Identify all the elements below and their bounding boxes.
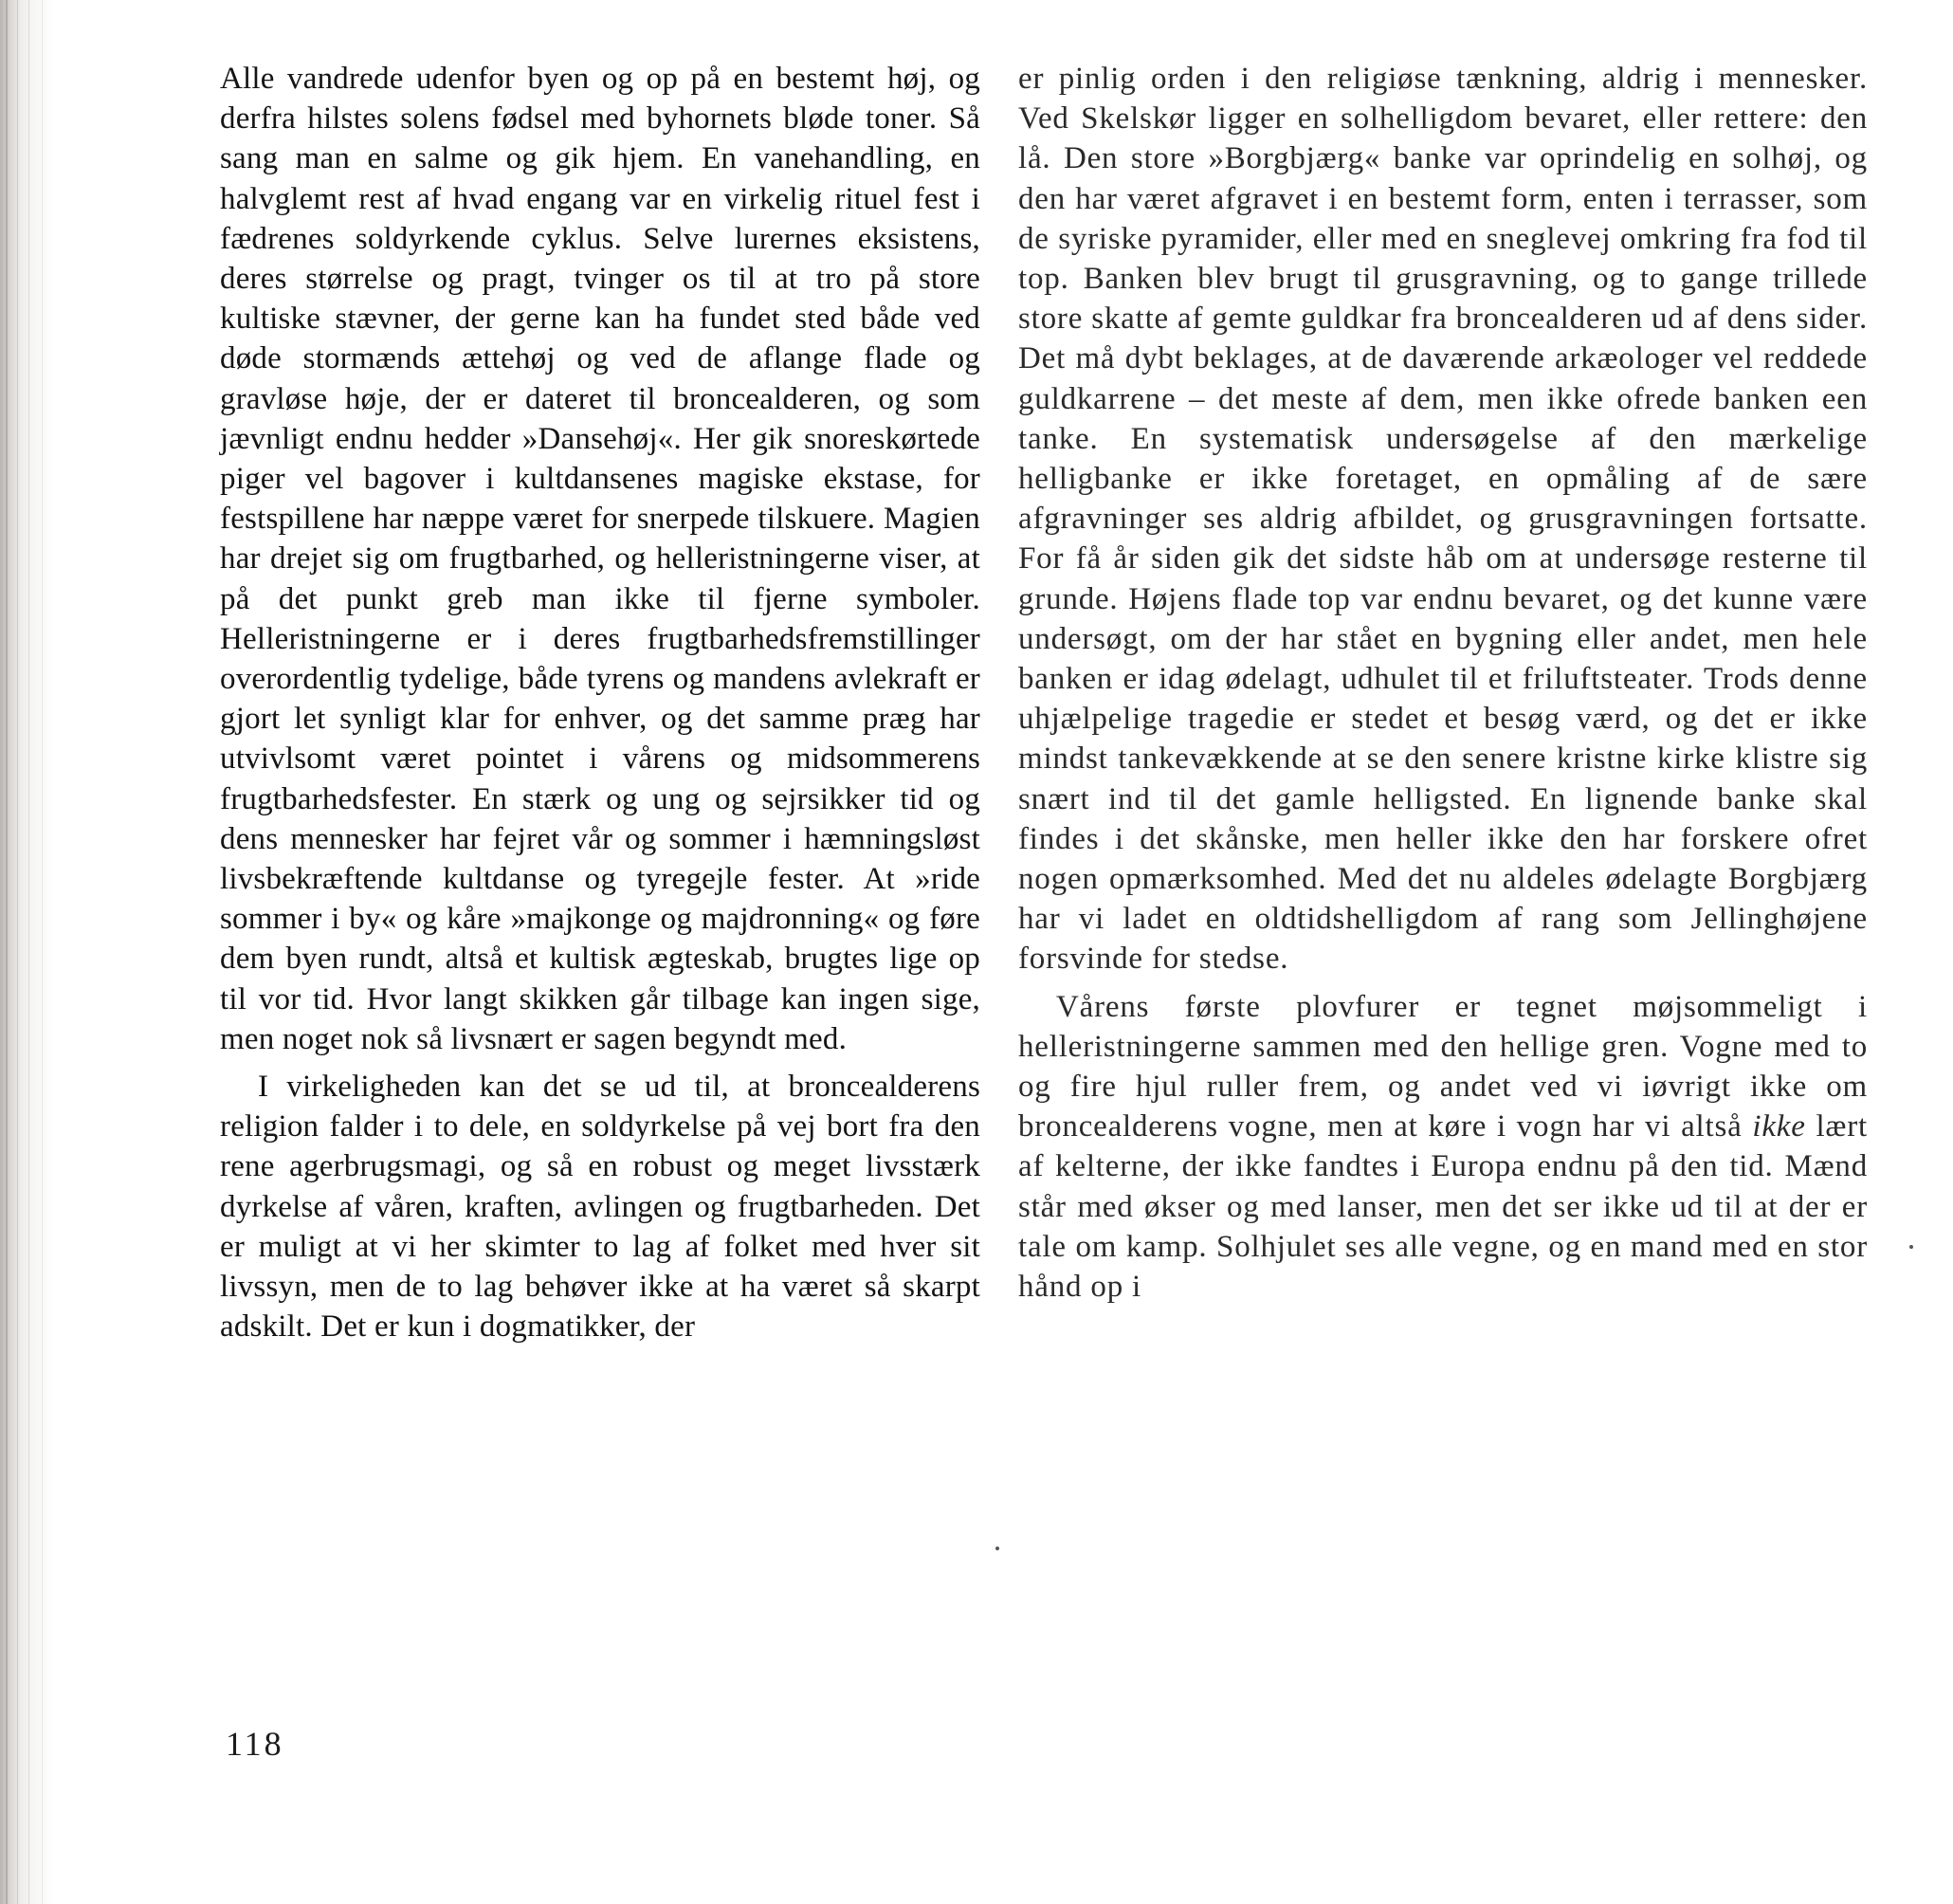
paragraph: I virkeligheden kan det se ud til, at broncealderens religion falder i to dele, en soldyrkelse på vej bort fra den rene agerbrugsmagi, og så en robust og meget livsstærk dyrkelse af våren, kraften, avlingen og frugtbarheden. Det er muligt at vi her skimter to lag af folket med hver sit livssyn, men de to lag behøver ikke at ha været så skarpt adskilt. Det er kun i dogmatikker, der xyxy=(220,1070,980,1345)
print-speck xyxy=(995,1547,999,1550)
page-edge-line xyxy=(42,0,43,1904)
right-text-column xyxy=(1018,59,1868,1307)
page-gutter xyxy=(0,0,55,1904)
paragraph-text: Vårens første plovfurer er tegnet møjsommeligt i helleristningerne sammen med den hellige gren. Vogne med to og fire hjul ruller frem, og andet ved vi iøvrigt ikke om broncealderens vogne, men at køre i vogn har vi altså xyxy=(1018,989,1868,1144)
paragraph: er pinlig orden i den religiøse tænkning, aldrig i mennesker. Ved Skelskør ligger en solhelligdom bevaret, eller rettere: den lå. Den store »Borgbjærg« banke var oprindelig en solhøj, og den har været afgravet i en bestemt form, enten i terrasser, som de syriske pyramider, eller med en sneglevej omkring fra fod til top. Banken blev brugt til grusgravning, og to gange trillede store skatte af gemte guldkar fra broncealderen ud af dens sider. Det må dybt beklages, at de daværende arkæologer vel reddede guldkarrene – det meste af dem, men ikke ofrede banken een tanke. En systematisk undersøgelse af den mærkelige helligbanke er ikke foretaget, en opmåling af de sære afgravninger ses aldrig afbildet, og grusgravningen fortsatte. For få år siden gik det sidste håb om at undersøge resterne til grunde. Højens flade top var endnu bevaret, og det kunne være undersøgt, om der har stået en bygning eller andet, men hele banken er idag ødelagt, udhulet til et friluftsteater. Trods denne uhjælpelige tragedie er stedet et besøg værd, og det er ikke mindst tankevækkende at se den senere kristne kirke klistre sig snært ind til det gamle helligsted. En lignende banke skal findes i det skånske, men heller ikke den har forskere ofret nogen opmærksomhed. Med det nu aldeles ødelagte Borgbjærg har vi ladet en oldtidshelligdom af rang som Jellinghøjene forsvinde for stedse. xyxy=(1018,62,1868,977)
paragraph: Alle vandrede udenfor byen og op på en bestemt høj, og derfra hilstes solens fødsel med byhornets bløde toner. Så sang man en salme og gik hjem. En vanehandling, en halvglemt rest af hvad engang var en virkelig rituel fest i fædrenes soldyrkende cyklus. Selve lurernes eksistens, deres størrelse og pragt, tvinger os til at tro på store kultiske stævner, der gerne kan ha fundet sted både ved døde stormænds ættehøj og ved de aflange flade og gravløse høje, der er dateret til broncealderen, og som jævnligt endnu hedder »Dansehøj«. Her gik snoreskørtede piger vel bagover i kultdansenes magiske ekstase, for festspillene har næppe været for snerpede tilskuere. Magien har drejet sig om frugtbarhed, og helleristningerne viser, at på det punkt greb man ikke til fjerne symboler. Helleristningerne er i deres frugtbarhedsfremstillinger overordentlig tydelige, både tyrens og mandens avlekraft er gjort let synligt klar for enhver, og det samme præg har utvivlsomt været pointet i vårens og midsommerens frugtbarhedsfester. En stærk og ung og sejrsikker tid og dens mennesker har fejret vår og sommer i hæmningsløst livsbekræftende kultdanse og tyregejle fester. At »ride sommer i by« og kåre »majkonge og majdronning« og føre dem byen rundt, altså et kultisk ægteskab, brugtes lige op til vor tid. Hvor langt skikken går tilbage kan ingen sige, men noget nok så livsnært er sagen begyndt med. xyxy=(220,62,980,1056)
page-number: 118 xyxy=(226,1725,284,1763)
left-text-column xyxy=(220,59,980,1347)
print-speck xyxy=(1909,1245,1913,1249)
paragraph-text: lært af kelterne, der ikke fandtes i Europa endnu på den tid. Mænd står med økser og med lanser, men det ser ikke ud til at der er tale om kamp. Solhjulet ses alle vegne, og en mand med en stor hånd op i xyxy=(1018,1109,1868,1305)
paragraph xyxy=(1018,987,1868,1308)
emphasized-word: ikke xyxy=(1752,1109,1806,1144)
page-edge-line xyxy=(28,0,29,1904)
page-edge-line xyxy=(6,0,8,1904)
page-edge-line xyxy=(17,0,18,1904)
